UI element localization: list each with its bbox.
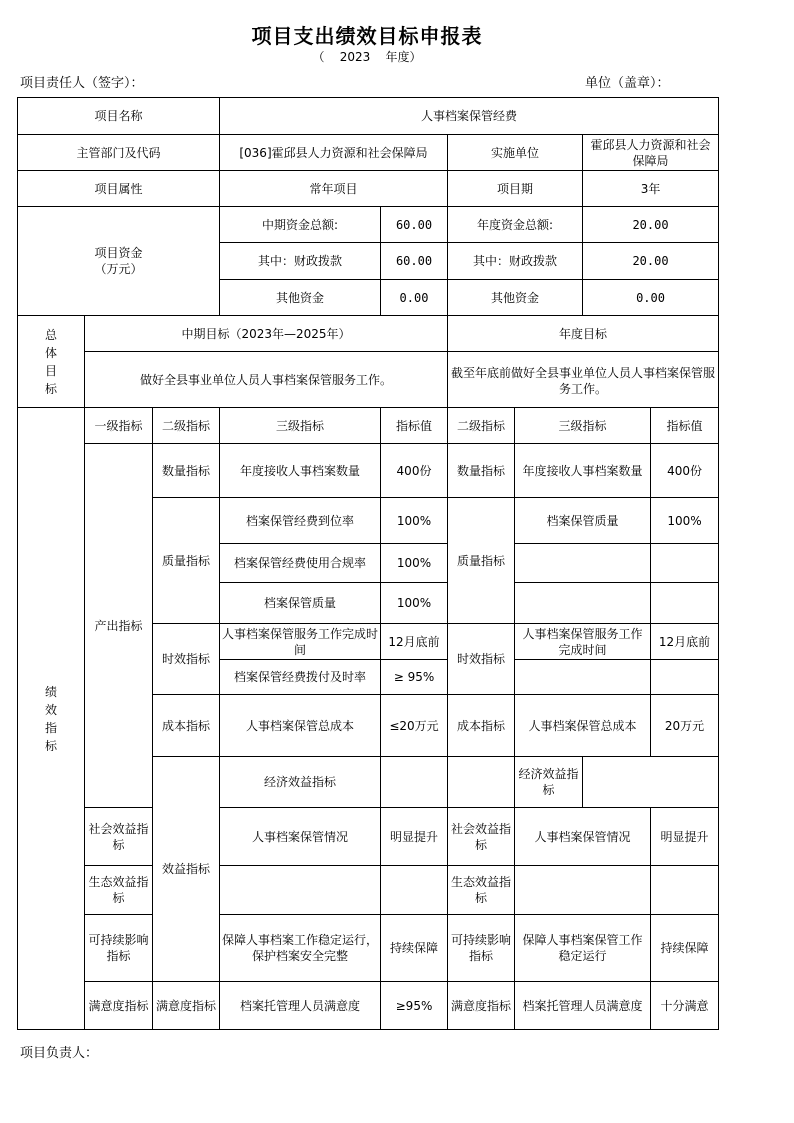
social-annual-value: 明显提升: [651, 808, 719, 866]
col-level2-annual: 二级指标: [448, 408, 515, 444]
period-label: 项目期: [448, 171, 583, 207]
social-annual: 人事档案保管情况: [515, 808, 651, 866]
time-annual-2-value: [651, 660, 719, 695]
col-level3: 三级指标: [220, 408, 381, 444]
funds-label: 项目资金（万元）: [18, 207, 220, 316]
period-value: 3年: [583, 171, 719, 207]
mid-total-label: 中期资金总额:: [220, 207, 381, 243]
quality-mid-2: 档案保管经费使用合规率: [220, 544, 381, 583]
mid-total-value: 60.00: [381, 207, 448, 243]
overall-goal-label: 总体目标: [18, 316, 85, 408]
satisfaction-mid-value: ≥95%: [381, 982, 448, 1030]
quantity-label-annual: 数量指标: [448, 444, 515, 498]
sustain-mid: 保障人事档案工作稳定运行，保护档案安全完整: [220, 915, 381, 982]
mid-other-label: 其他资金: [220, 280, 381, 316]
econ-mid: [381, 757, 448, 808]
quality-annual-2-value: [651, 544, 719, 583]
eco-annual: [515, 866, 651, 915]
annual-other-value: 0.00: [583, 280, 719, 316]
mid-other-value: 0.00: [381, 280, 448, 316]
time-annual-1-value: 12月底前: [651, 624, 719, 660]
cost-mid-value: ≤20万元: [381, 695, 448, 757]
social-label-annual: 社会效益指标: [448, 808, 515, 866]
social-label: 社会效益指标: [85, 808, 153, 866]
satisfaction-level2: 满意度指标: [153, 982, 220, 1030]
quality-annual-3: [515, 583, 651, 624]
mid-goal-text: 做好全县事业单位人员人事档案保管服务工作。: [85, 352, 448, 408]
col-level2: 二级指标: [153, 408, 220, 444]
dept-value: [036]霍邱县人力资源和社会保障局: [220, 135, 448, 171]
quality-annual-1-value: 100%: [651, 498, 719, 544]
col-level1: 一级指标: [85, 408, 153, 444]
quantity-annual: 年度接收人事档案数量: [515, 444, 651, 498]
col-value: 指标值: [381, 408, 448, 444]
eco-label-annual: 生态效益指标: [448, 866, 515, 915]
annual-fiscal-label: 其中：财政拨款: [448, 243, 583, 280]
quality-mid-2-value: 100%: [381, 544, 448, 583]
benefit-indicator-label: 效益指标: [153, 757, 220, 982]
quality-mid-1-value: 100%: [381, 498, 448, 544]
social-mid-value: 明显提升: [381, 808, 448, 866]
econ-label: 经济效益指标: [220, 757, 381, 808]
annual-other-label: 其他资金: [448, 280, 583, 316]
performance-target-table: [17, 97, 719, 1030]
quality-mid-1: 档案保管经费到位率: [220, 498, 381, 544]
quality-label: 质量指标: [153, 498, 220, 624]
satisfaction-annual: 档案托管理人员满意度: [515, 982, 651, 1030]
year-line: [0, 48, 734, 65]
cost-mid: 人事档案保管总成本: [220, 695, 381, 757]
output-indicator-label: 产出指标: [85, 444, 153, 808]
time-annual-2: [515, 660, 651, 695]
satisfaction-mid: 档案托管理人员满意度: [220, 982, 381, 1030]
econ-label-annual: 经济效益指标: [515, 757, 583, 808]
col-level3-annual: 三级指标: [515, 408, 651, 444]
year-value: 2023: [339, 50, 371, 64]
annual-goal-text: 截至年底前做好全县事业单位人员人事档案保管服务工作。: [448, 352, 719, 408]
annual-total-value: 20.00: [583, 207, 719, 243]
project-name-label: 项目名称: [18, 98, 220, 135]
year-suffix: 年度）: [385, 50, 422, 64]
eco-annual-value: [651, 866, 719, 915]
satisfaction-annual-value: 十分满意: [651, 982, 719, 1030]
time-mid-1: 人事档案保管服务工作完成时间: [220, 624, 381, 660]
project-leader-label: 项目负责人：: [20, 1046, 99, 1061]
col-value-annual: 指标值: [651, 408, 719, 444]
sustain-annual-value: 持续保障: [651, 915, 719, 982]
cost-label: 成本指标: [153, 695, 220, 757]
econ-mid-value: [448, 757, 515, 808]
eco-mid-value: [381, 866, 448, 915]
mid-fiscal-label: 其中：财政拨款: [220, 243, 381, 280]
time-annual-1: 人事档案保管服务工作完成时间: [515, 624, 651, 660]
responsible-signature-label: 项目责任人（签字）：: [20, 76, 144, 91]
satisfaction-level2-annual: 满意度指标: [448, 982, 515, 1030]
quality-mid-3-value: 100%: [381, 583, 448, 624]
mid-goal-header: 中期目标（2023年—2025年）: [85, 316, 448, 352]
sustain-annual: 保障人事档案保管工作稳定运行: [515, 915, 651, 982]
cost-annual: 人事档案保管总成本: [515, 695, 651, 757]
year-open: （: [312, 50, 325, 64]
time-mid-1-value: 12月底前: [381, 624, 448, 660]
mid-fiscal-value: 60.00: [381, 243, 448, 280]
sustain-mid-value: 持续保障: [381, 915, 448, 982]
annual-goal-header: 年度目标: [448, 316, 719, 352]
annual-fiscal-value: 20.00: [583, 243, 719, 280]
performance-label: 绩效指标: [18, 408, 85, 1030]
quantity-label: 数量指标: [153, 444, 220, 498]
page-title: 项目支出绩效目标申报表: [251, 24, 483, 48]
satisfaction-level1: 满意度指标: [85, 982, 153, 1030]
social-mid: 人事档案保管情况: [220, 808, 381, 866]
quality-mid-3: 档案保管质量: [220, 583, 381, 624]
annual-total-label: 年度资金总额:: [448, 207, 583, 243]
impl-unit-value: 霍邱县人力资源和社会保障局: [583, 135, 719, 171]
cost-label-annual: 成本指标: [448, 695, 515, 757]
quantity-mid-value: 400份: [381, 444, 448, 498]
time-label-annual: 时效指标: [448, 624, 515, 695]
dept-label: 主管部门及代码: [18, 135, 220, 171]
quality-annual-3-value: [651, 583, 719, 624]
quality-label-annual: 质量指标: [448, 498, 515, 624]
time-mid-2-value: ≥ 95%: [381, 660, 448, 695]
time-mid-2: 档案保管经费拨付及时率: [220, 660, 381, 695]
time-label: 时效指标: [153, 624, 220, 695]
sustain-label: 可持续影响指标: [85, 915, 153, 982]
quality-annual-1: 档案保管质量: [515, 498, 651, 544]
unit-seal-label: 单位（盖章）：: [585, 76, 670, 91]
sustain-label-annual: 可持续影响指标: [448, 915, 515, 982]
quantity-mid: 年度接收人事档案数量: [220, 444, 381, 498]
econ-annual: [583, 757, 719, 808]
eco-label: 生态效益指标: [85, 866, 153, 915]
attr-label: 项目属性: [18, 171, 220, 207]
project-name-value: 人事档案保管经费: [220, 98, 719, 135]
impl-unit-label: 实施单位: [448, 135, 583, 171]
attr-value: 常年项目: [220, 171, 448, 207]
cost-annual-value: 20万元: [651, 695, 719, 757]
eco-mid: [220, 866, 381, 915]
quality-annual-2: [515, 544, 651, 583]
quantity-annual-value: 400份: [651, 444, 719, 498]
